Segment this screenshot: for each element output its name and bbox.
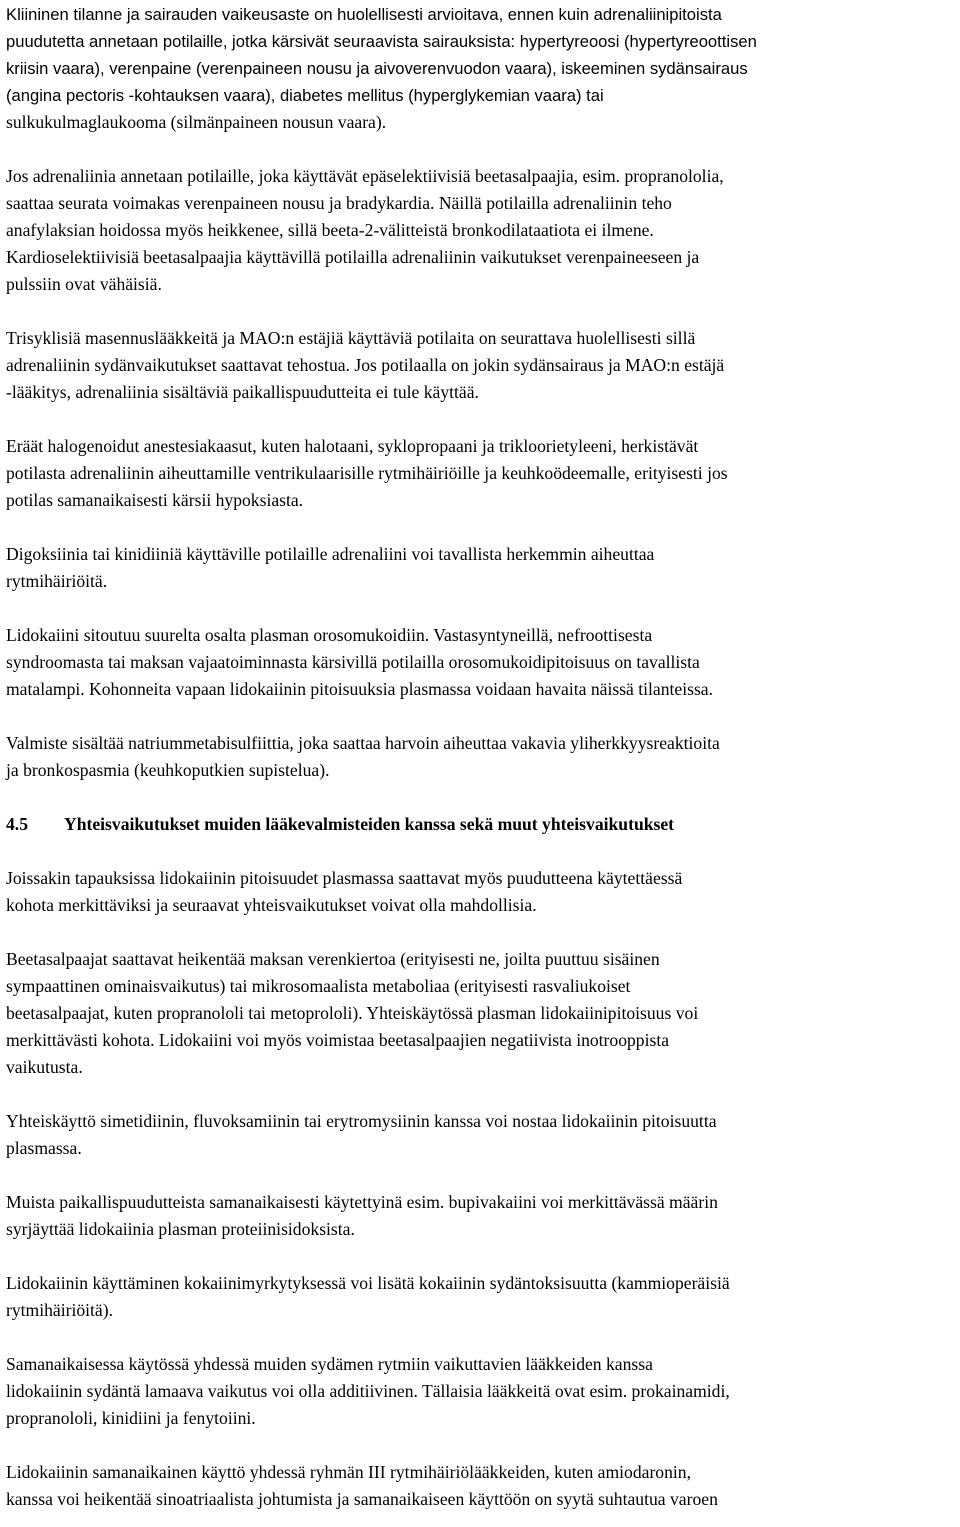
text-line: Joissakin tapauksissa lidokaiinin pitoisuudet plasmassa saattavat myös puudutteena käytettäessä: [6, 868, 683, 888]
text-line: kriisin vaara), verenpaine (verenpaineen nousu ja aivoverenvuodon vaara), iskeeminen sydänsairaus: [6, 59, 748, 78]
text-line: sympaattinen ominaisvaikutus) tai mikrosomaalista metaboliaa (erityisesti rasvaliukoiset: [6, 976, 631, 996]
text-line: ja bronkospasmia (keuhkoputkien supistelua).: [6, 760, 330, 780]
text-line: syndroomasta tai maksan vajaatoiminnasta kärsivillä potilailla orosomukoidipitoisuus on tavallista: [6, 652, 700, 672]
paragraph-metabisulfite: [6, 730, 956, 784]
text-line: puudutetta annetaan potilaille, jotka kärsivät seuraavista sairauksista: hypertyreoosi (hypertyreoottisen: [6, 32, 757, 51]
text-line: Eräät halogenoidut anestesiakaasut, kuten halotaani, syklopropaani ja trikloorietyleeni, herkistävät: [6, 436, 699, 456]
paragraph-cocaine: [6, 1270, 956, 1324]
text-line: Jos adrenaliinia annetaan potilaille, joka käyttävät epäselektiivisiä beetasalpaajia, esim. propranololia,: [6, 166, 724, 186]
text-line: rytmihäiriöitä).: [6, 1300, 113, 1320]
text-line: saattaa seurata voimakas verenpaineen nousu ja bradykardia. Näillä potilailla adrenaliinin teho: [6, 193, 672, 213]
text-line: Beetasalpaajat saattavat heikentää maksan verenkiertoa (erityisesti ne, joilta puuttuu sisäinen: [6, 949, 660, 969]
text-line: lidokaiinin sydäntä lamaava vaikutus voi olla additiivinen. Tällaisia lääkkeitä ovat esim. prokainamidi,: [6, 1381, 730, 1401]
text-line: matalampi. Kohonneita vapaan lidokaiinin pitoisuuksia plasmassa voidaan havaita näissä tilanteissa.: [6, 679, 713, 699]
paragraph-orosomucoid: [6, 622, 956, 703]
text-line: beetasalpaajat, kuten propranololi tai metoprololi). Yhteiskäytössä plasman lidokaiinipitoisuus voi: [6, 1003, 699, 1023]
paragraph-beta-blocker-liver: [6, 946, 956, 1081]
text-line: Trisyklisiä masennuslääkkeitä ja MAO:n estäjiä käyttäviä potilaita on seurattava huolellisesti sillä: [6, 328, 696, 348]
text-line: rytmihäiriöitä.: [6, 571, 108, 591]
text-line: anafylaksian hoidossa myös heikkenee, sillä beeta-2-välitteistä bronkodilataatiota ei ilmene.: [6, 220, 654, 240]
text-line: potilas samanaikaisesti kärsii hypoksiasta.: [6, 490, 304, 510]
text-line: Kliininen tilanne ja sairauden vaikeusaste on huolellisesti arvioitava, ennen kuin adrenaliinipitoista: [6, 5, 722, 24]
text-line: kohota merkittäviksi ja seuraavat yhteisvaikutukset voivat olla mahdollisia.: [6, 895, 537, 915]
text-line: merkittävästi kohota. Lidokaiini voi myös voimistaa beetasalpaajien negatiivista inotrooppista: [6, 1030, 670, 1050]
text-line: plasmassa.: [6, 1138, 82, 1158]
text-line: Yhteiskäyttö simetidiinin, fluvoksamiinin tai erytromysiinin kanssa voi nostaa lidokaiinin pitoisuutta: [6, 1111, 717, 1131]
text-line: kanssa voi heikentää sinoatriaalista johtumista ja samanaikaiseen käyttöön on syytä suhtautua varoen: [6, 1489, 718, 1509]
paragraph-antiarrhythmics: [6, 1351, 956, 1432]
section-title: Yhteisvaikutukset muiden lääkevalmisteiden kanssa sekä muut yhteisvaikutukset: [64, 814, 675, 834]
paragraph-adrenaline-caution: [6, 1, 956, 136]
text-line: Lidokaiinin käyttäminen kokaiinimyrkytyksessä voi lisätä kokaiinin sydäntoksisuutta (kammioperäisiä: [6, 1273, 730, 1293]
text-line: syrjäyttää lidokaiinia plasman proteiinisidoksista.: [6, 1219, 355, 1239]
text-line: (angina pectoris -kohtauksen vaara), diabetes mellitus (hyperglykemian vaara) tai: [6, 86, 604, 105]
text-line: Kardioselektiivisiä beetasalpaajia käyttävillä potilailla adrenaliinin vaikutukset verenpaineeseen ja: [6, 247, 700, 267]
text-line: Muista paikallispuudutteista samanaikaisesti käytettyinä esim. bupivakaiini voi merkittävässä määrin: [6, 1192, 718, 1212]
paragraph-digoxin: [6, 541, 956, 595]
paragraph-cimetidine: [6, 1108, 956, 1162]
section-number: 4.5: [6, 814, 28, 834]
paragraph-beta-blockers: [6, 163, 956, 298]
paragraph-other-anesthetics: [6, 1189, 956, 1243]
paragraph-tricyclics-mao: [6, 325, 956, 406]
paragraph-anesthetic-gases: [6, 433, 956, 514]
text-line: Valmiste sisältää natriummetabisulfiittia, joka saattaa harvoin aiheuttaa vakavia yliherkkyysreaktioita: [6, 733, 720, 753]
text-line: Samanaikaisessa käytössä yhdessä muiden sydämen rytmiin vaikuttavien lääkkeiden kanssa: [6, 1354, 653, 1374]
text-line: Lidokaiini sitoutuu suurelta osalta plasman orosomukoidiin. Vastasyntyneillä, nefroottisesta: [6, 625, 653, 645]
text-line: sulkukulmaglaukooma (silmänpaineen nousun vaara).: [6, 112, 387, 132]
text-line: pulssiin ovat vähäisiä.: [6, 274, 162, 294]
text-line: vaikutusta.: [6, 1057, 83, 1077]
document-page: [6, 1, 956, 1513]
section-heading: [6, 811, 956, 838]
text-line: Digoksiinia tai kinidiiniä käyttäville potilaille adrenaliini voi tavallista herkemmin aiheuttaa: [6, 544, 655, 564]
text-line: -lääkitys, adrenaliinia sisältäviä paikallispuudutteita ei tule käyttää.: [6, 382, 479, 402]
text-line: Lidokaiinin samanaikainen käyttö yhdessä ryhmän III rytmihäiriölääkkeiden, kuten amiodaronin,: [6, 1462, 691, 1482]
text-line: propranololi, kinidiini ja fenytoiini.: [6, 1408, 256, 1428]
paragraph-class-iii: [6, 1459, 956, 1513]
text-line: potilasta adrenaliinin aiheuttamille ventrikulaarisille rytmihäiriöille ja keuhkoödeemalle, erityisesti jos: [6, 463, 728, 483]
paragraph-lidocaine-levels: [6, 865, 956, 919]
text-line: adrenaliinin sydänvaikutukset saattavat tehostua. Jos potilaalla on jokin sydänsairaus ja MAO:n estäjä: [6, 355, 725, 375]
